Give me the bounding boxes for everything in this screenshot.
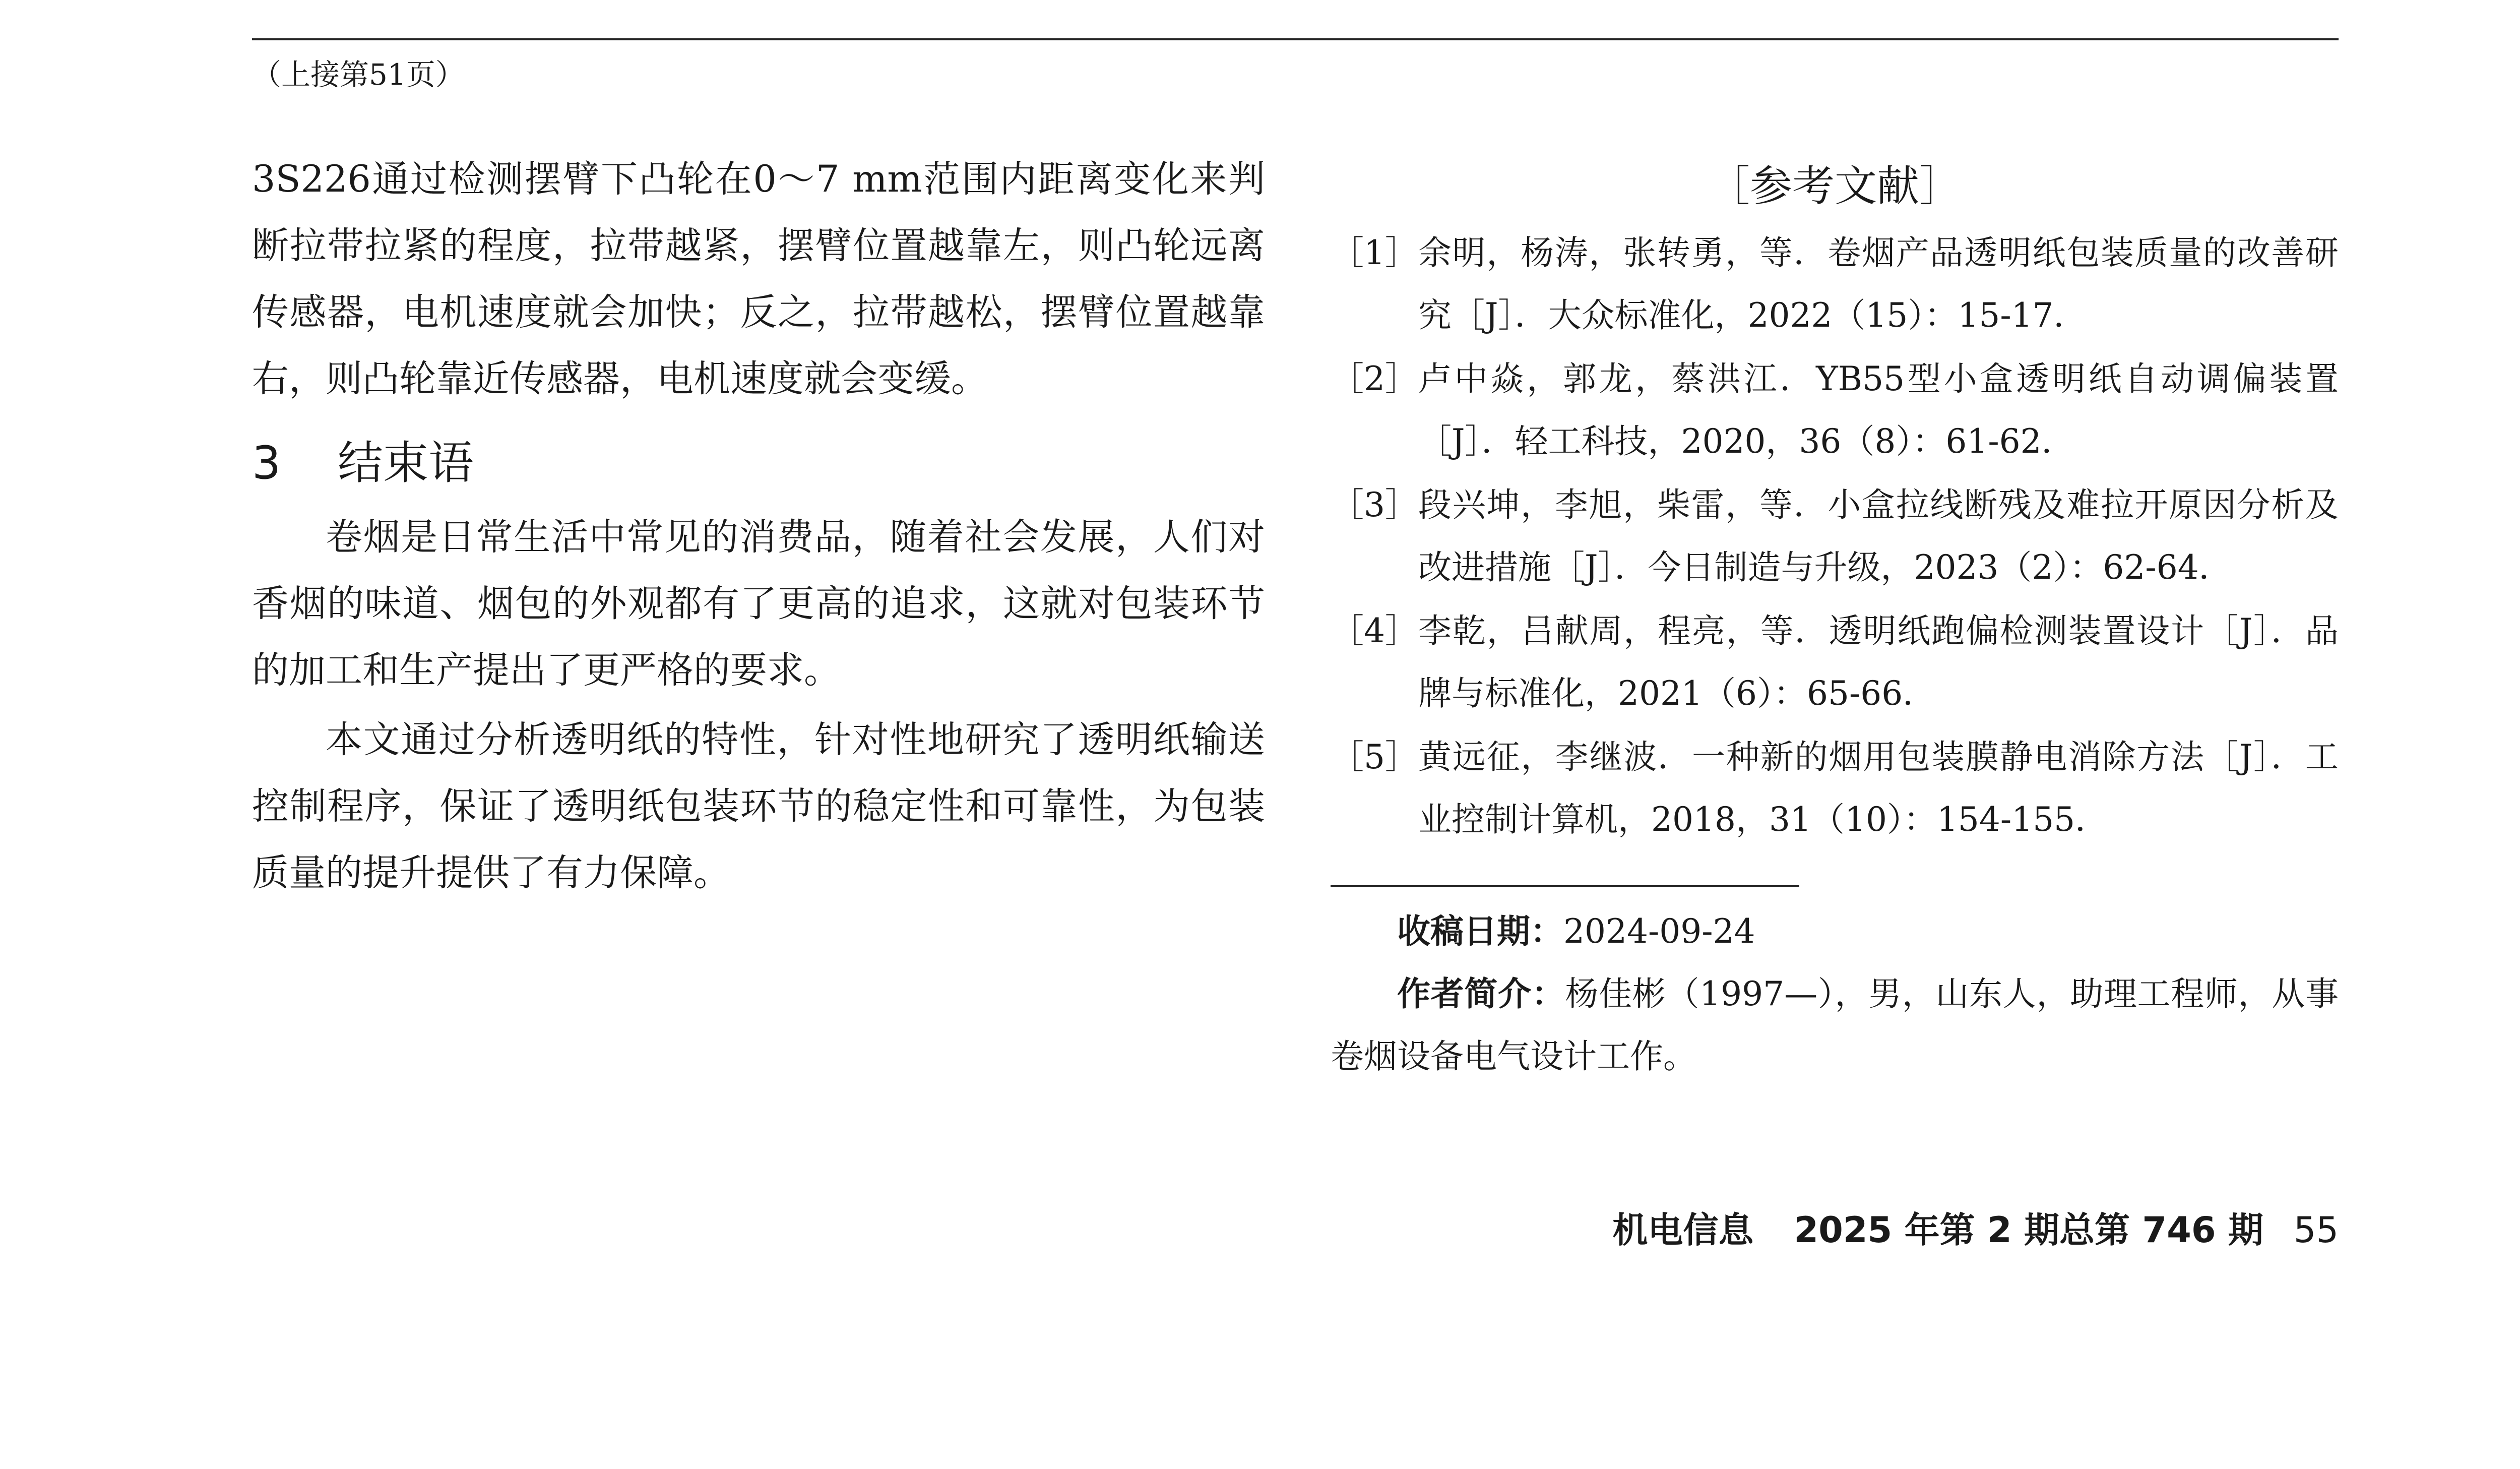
reference-item xyxy=(1331,474,2339,599)
author-bio-label: 作者简介： xyxy=(1397,974,1565,1013)
received-date-note xyxy=(1331,900,2339,963)
reference-text: 卢中焱，郭龙，蔡洪江．YB55型小盒透明纸自动调偏装置［J］．轻工科技，2020，36（8）：61-62． xyxy=(1418,359,2339,461)
author-bio-value: 杨佳彬（1997—），男，山东人，助理工程师，从事卷烟设备电气设计工作。 xyxy=(1331,974,2339,1076)
reference-item xyxy=(1331,726,2339,851)
reference-text: 黄远征，李继波．一种新的烟用包装膜静电消除方法［J］．工业控制计算机，2018，31（10）：154-155． xyxy=(1418,738,2339,839)
received-date-label: 收稿日期： xyxy=(1397,912,1563,951)
reference-number: ［4］ xyxy=(1331,611,1418,650)
reference-number: ［2］ xyxy=(1331,359,1418,398)
body-paragraph: 卷烟是日常生活中常见的消费品，随着社会发展，人们对香烟的味道、烟包的外观都有了更高的追求，这就对包装环节的加工和生产提出了更严格的要求。 xyxy=(252,516,1265,692)
author-bio-note xyxy=(1331,963,2339,1088)
section-title: 结束语 xyxy=(338,437,474,489)
references-title: ［参考文献］ xyxy=(1707,161,1962,211)
reference-text: 余明，杨涛，张转勇，等．卷烟产品透明纸包装质量的改善研究［J］．大众标准化，2022（15）：15-17． xyxy=(1418,233,2339,335)
left-column xyxy=(252,146,1265,906)
reference-number: ［1］ xyxy=(1331,233,1418,272)
reference-item xyxy=(1331,600,2339,725)
reference-list xyxy=(1331,222,2339,851)
reference-text: 李乾，吕献周，程亮，等．透明纸跑偏检测装置设计［J］．品牌与标准化，2021（6）：65-66． xyxy=(1418,611,2339,713)
section-heading xyxy=(252,431,1265,496)
journal-name: 机电信息 xyxy=(1612,1209,1754,1251)
body-paragraph: 3S226通过检测摆臂下凸轮在0～7 mm范围内距离变化来判断拉带拉紧的程度，拉带越紧，摆臂位置越靠左，则凸轮远离传感器，电机速度就会加快；反之，拉带越松，摆臂位置越靠右，则凸轮靠近传感器，电机速度就会变缓。 xyxy=(252,158,1265,400)
reference-number: ［3］ xyxy=(1331,485,1418,524)
reference-number: ［5］ xyxy=(1331,738,1418,776)
issue-info: 2025 年第 2 期总第 746 期 xyxy=(1794,1209,2263,1251)
received-date-value: 2024-09-24 xyxy=(1563,912,1755,951)
continued-from-note: （上接第51页） xyxy=(252,57,465,92)
header-rule xyxy=(252,38,2339,40)
body-paragraph: 本文通过分析透明纸的特性，针对性地研究了透明纸输送控制程序，保证了透明纸包装环节的稳定性和可靠性，为包装质量的提升提供了有力保障。 xyxy=(252,718,1265,894)
footnote-rule xyxy=(1331,885,1799,887)
section-number: 3 xyxy=(252,437,281,489)
page-footer xyxy=(1612,1205,2339,1255)
reference-item xyxy=(1331,348,2339,473)
reference-text: 段兴坤，李旭，柴雷，等．小盒拉线断残及难拉开原因分析及改进措施［J］．今日制造与升级，2023（2）：62-64． xyxy=(1418,485,2339,587)
page-number: 55 xyxy=(2293,1209,2339,1251)
reference-item xyxy=(1331,222,2339,347)
right-column xyxy=(1331,146,2339,1088)
